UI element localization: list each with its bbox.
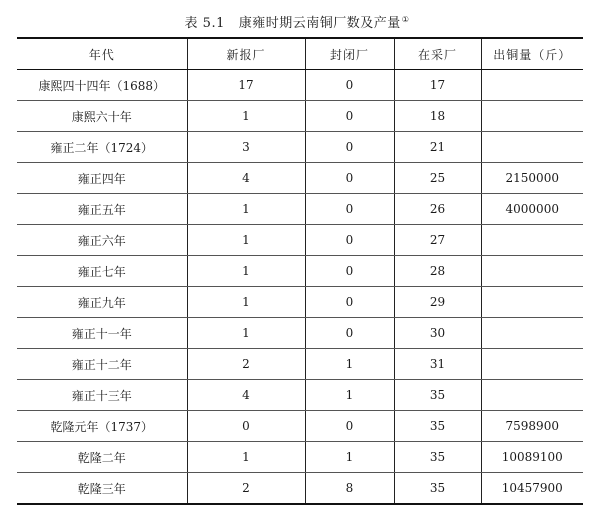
cell-closed-mines: 0 bbox=[305, 163, 394, 194]
caption-title: 康雍时期云南铜厂数及产量 bbox=[238, 16, 401, 31]
cell-new-mines: 4 bbox=[187, 380, 305, 411]
cell-active-mines: 35 bbox=[394, 442, 481, 473]
cell-closed-mines: 0 bbox=[305, 411, 394, 442]
cell-era: 乾隆三年 bbox=[77, 481, 126, 496]
cell-active-mines: 21 bbox=[394, 132, 481, 163]
table-row bbox=[17, 225, 583, 256]
cell-active-mines: 30 bbox=[394, 318, 481, 349]
header-new-mines: 新报厂 bbox=[187, 38, 305, 70]
cell-era: 雍正六年 bbox=[17, 225, 187, 256]
cell-active-mines: 25 bbox=[394, 163, 481, 194]
cell-era: 雍正五年 bbox=[17, 194, 187, 225]
table-row bbox=[17, 318, 583, 349]
cell-closed-mines: 0 bbox=[305, 287, 394, 318]
cell-era: 乾隆二年 bbox=[17, 442, 187, 473]
table-row bbox=[17, 442, 583, 473]
cell-copper-output bbox=[481, 380, 583, 411]
cell-era: 雍正二年（1724） bbox=[17, 132, 187, 163]
cell-new-mines: 1 bbox=[187, 287, 305, 318]
cell-era: 雍正四年 bbox=[17, 163, 187, 194]
cell-copper-output: 4000000 bbox=[481, 194, 583, 225]
cell-copper-output: 10089100 bbox=[481, 442, 583, 473]
cell-copper-output bbox=[481, 349, 583, 380]
cell-closed-mines: 1 bbox=[305, 442, 394, 473]
cell-closed-mines: 0 bbox=[305, 194, 394, 225]
table-header-row bbox=[17, 38, 583, 70]
cell-closed-mines: 1 bbox=[305, 349, 394, 380]
caption-number: 表 5.1 bbox=[184, 16, 225, 31]
table-row bbox=[17, 380, 583, 411]
cell-copper-output bbox=[481, 101, 583, 132]
cell-era: 雍正九年 bbox=[17, 287, 187, 318]
header-era: 年代 bbox=[17, 38, 187, 70]
cell-new-mines: 1 bbox=[187, 101, 305, 132]
table-row bbox=[17, 256, 583, 287]
cell-copper-output bbox=[481, 70, 583, 101]
cell-closed-mines: 0 bbox=[305, 318, 394, 349]
table-row bbox=[17, 132, 583, 163]
cell-closed-mines: 1 bbox=[305, 380, 394, 411]
cell-active-mines: 17 bbox=[394, 70, 481, 101]
footnote-marker: ① bbox=[401, 14, 410, 24]
cell-copper-output: 10457900 bbox=[481, 473, 583, 505]
cell-era: 康熙四十四年（1688） bbox=[17, 70, 187, 101]
cell-closed-mines: 8 bbox=[305, 473, 394, 505]
cell-new-mines: 0 bbox=[187, 411, 305, 442]
cell-closed-mines: 0 bbox=[305, 256, 394, 287]
header-active-mines: 在采厂 bbox=[394, 38, 481, 70]
cell-closed-mines: 0 bbox=[305, 101, 394, 132]
table-row bbox=[17, 101, 583, 132]
table-row bbox=[17, 194, 583, 225]
cell-new-mines: 2 bbox=[187, 349, 305, 380]
table-row bbox=[17, 70, 583, 101]
cell-active-mines: 35 bbox=[394, 411, 481, 442]
table-row bbox=[17, 411, 583, 442]
cell-era: 乾隆元年（1737） bbox=[17, 411, 187, 442]
cell-active-mines: 27 bbox=[394, 225, 481, 256]
cell-era: 康熙六十年 bbox=[17, 101, 187, 132]
table-row bbox=[17, 287, 583, 318]
cell-copper-output bbox=[481, 132, 583, 163]
cell-active-mines: 35 bbox=[394, 380, 481, 411]
cell-active-mines: 28 bbox=[394, 256, 481, 287]
table-row bbox=[17, 473, 583, 505]
header-closed-mines: 封闭厂 bbox=[305, 38, 394, 70]
cell-closed-mines: 0 bbox=[305, 225, 394, 256]
cell-copper-output bbox=[481, 287, 583, 318]
cell-copper-output bbox=[481, 256, 583, 287]
cell-active-mines: 26 bbox=[394, 194, 481, 225]
cell-copper-output bbox=[481, 225, 583, 256]
cell-new-mines: 2 bbox=[187, 473, 305, 505]
cell-era: 雍正七年 bbox=[17, 256, 187, 287]
cell-new-mines: 4 bbox=[187, 163, 305, 194]
cell-copper-output bbox=[481, 318, 583, 349]
cell-new-mines: 3 bbox=[187, 132, 305, 163]
cell-closed-mines: 0 bbox=[305, 70, 394, 101]
copper-mines-table bbox=[17, 37, 583, 505]
cell-new-mines: 1 bbox=[187, 442, 305, 473]
cell-era: 雍正十二年 bbox=[17, 349, 187, 380]
cell-active-mines: 35 bbox=[394, 473, 481, 505]
cell-active-mines: 31 bbox=[394, 349, 481, 380]
cell-new-mines: 1 bbox=[187, 194, 305, 225]
table-body bbox=[17, 70, 583, 505]
cell-new-mines: 1 bbox=[187, 318, 305, 349]
cell-new-mines: 17 bbox=[187, 70, 305, 101]
cell-era: 雍正十一年 bbox=[17, 318, 187, 349]
cell-active-mines: 18 bbox=[394, 101, 481, 132]
cell-copper-output: 2150000 bbox=[481, 163, 583, 194]
header-copper-output: 出铜量（斤） bbox=[481, 38, 583, 70]
table-row bbox=[17, 163, 583, 194]
table-row bbox=[17, 349, 583, 380]
cell-new-mines: 1 bbox=[187, 256, 305, 287]
cell-active-mines: 29 bbox=[394, 287, 481, 318]
cell-era: 雍正十三年 bbox=[17, 380, 187, 411]
cell-new-mines: 1 bbox=[187, 225, 305, 256]
cell-copper-output: 7598900 bbox=[481, 411, 583, 442]
cell-closed-mines: 0 bbox=[305, 132, 394, 163]
table-caption bbox=[0, 12, 594, 31]
